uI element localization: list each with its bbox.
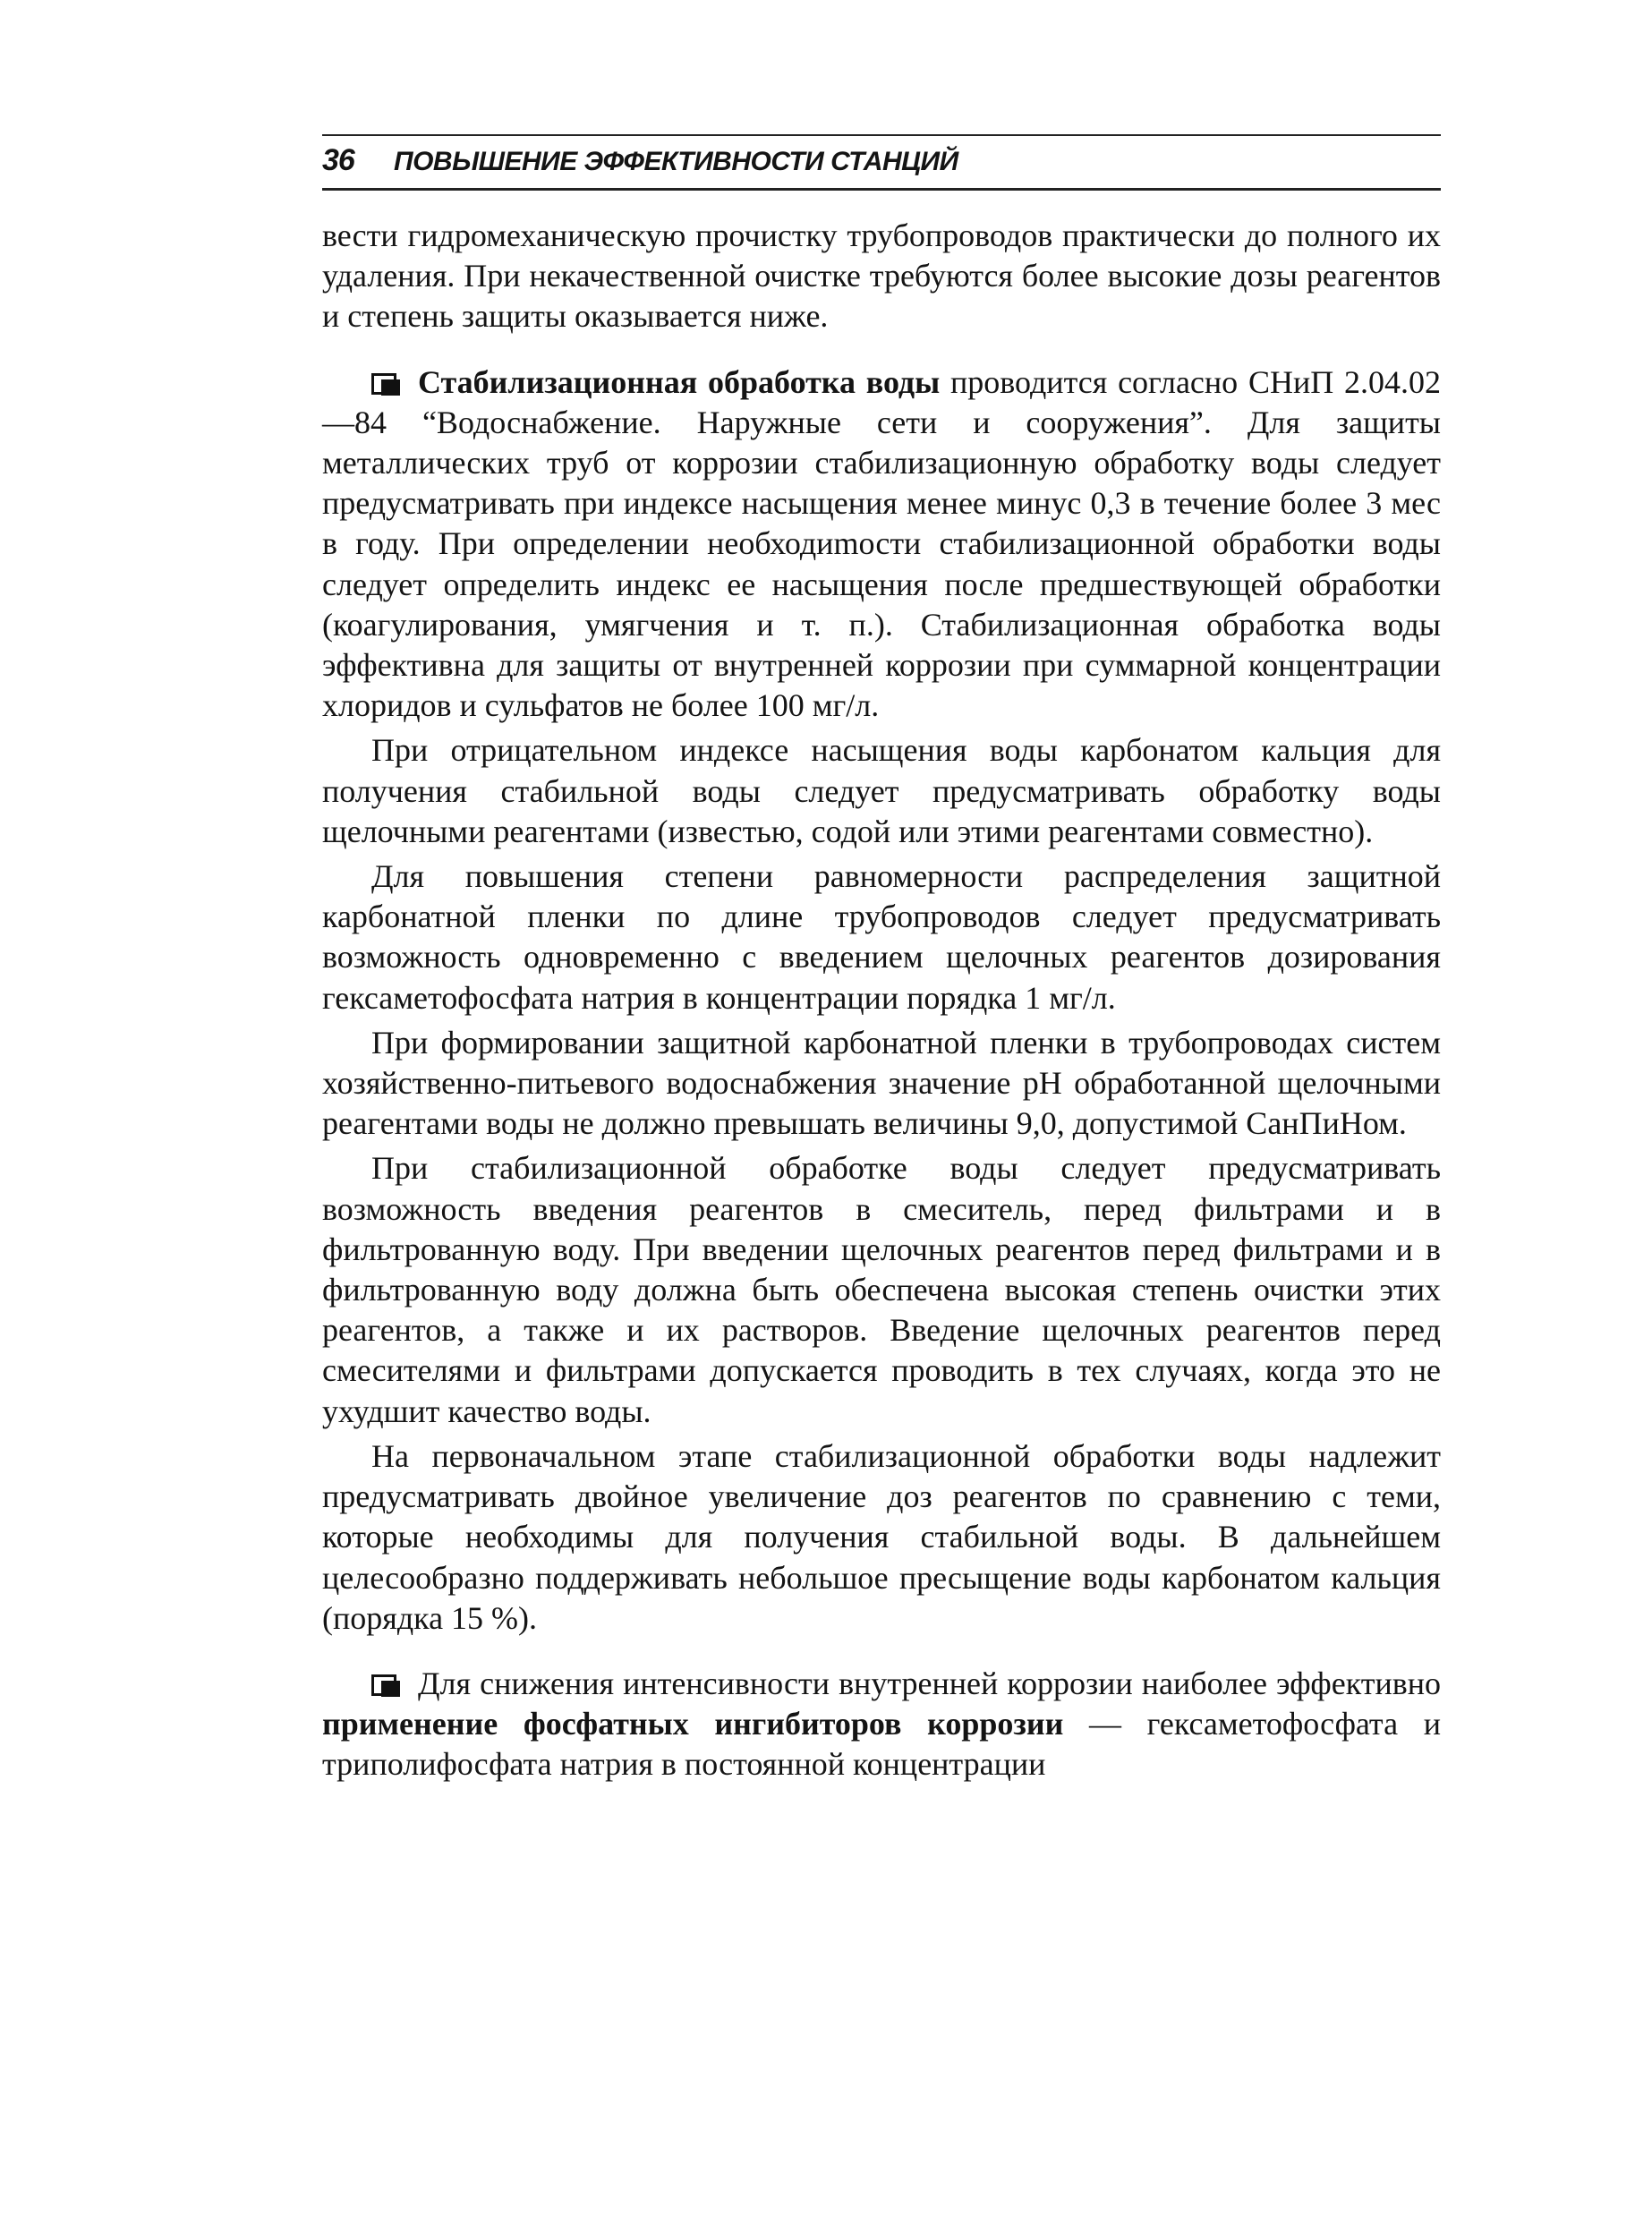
checkbox-bullet-icon	[371, 1673, 402, 1696]
book-page	[322, 134, 1441, 1785]
paragraph-initial-stage: На первоначальном этапе стабилизационной обработки воды надлежит предусматривать двойное увеличение доз реагентов по сравнению с теми, которые необходимы для получения стабильной воды. В дальнейшем целесообразно поддерживать небольшое пресыщение воды карбонатом кальция (порядка 15 %).	[322, 1437, 1441, 1636]
paragraph-reagent-introduction: При стабилизационной обработке воды следует предусматривать возможность введения реагентов в смеситель, перед фильтрами и в фильтрованную воду. При введении щелочных реагентов перед фильтрами и в фильтрованную воду должна быть обеспечена высокая степень очистки этих реагентов, а также и их растворов. Введение щелочных реагентов перед смесителями и фильтрами допускается проводить в тех случаях, когда это не ухудшит качество воды.	[322, 1150, 1441, 1429]
paragraph-text: проводится согласно СНиП 2.04.02—84 “Водоснабжение. Наружные сети и сооружения”. Для защиты металлических труб от коррозии стабилизационную обработку воды следует предусматривать при индексе насыщения менее минус 0,3 в течение более 3 мес в году. При определении необходиmости стабилизационной обработки воды следует определить индекс ее насыщения после предшествующей обработки (коагулирования, умягчения и т. п.). Стабилизационная обработка воды эффективна для защиты от внутренней коррозии при суммарной концентрации хлоридов и сульфатов не более 100 мг/л.	[322, 363, 1441, 724]
paragraph-film-uniformity: Для повышения степени равномерности распределения защитной карбонатной пленки по длине трубопроводов следует предусматривать возможность одновременно с введением щелочных реагентов дозирования гексаметофосфата натрия в концентрации порядка 1 мг/л.	[322, 858, 1441, 1016]
paragraph-ph-limit: При формировании защитной карбонатной пленки в трубопроводах систем хозяйственно-питьевого водоснабжения значение pH обработанной щелочными реагентами воды не должно превышать величины 9,0, допустимой СанПиНом.	[322, 1024, 1441, 1142]
paragraph-negative-index: При отрицательном индексе насыщения воды карбонатом кальция для получения стабильной воды следует предусматривать обработку воды щелочными реагентами (известью, содой или этими реагентами совместно).	[322, 732, 1441, 849]
paragraph-text: — гексаметофосфата и триполифосфата натрия в постоянной концентрации	[322, 1706, 1441, 1783]
page-number: 36	[322, 143, 354, 177]
paragraph-stabilization	[322, 362, 1441, 727]
term-stabilization: Стабилизационная обработка воды	[418, 363, 941, 400]
paragraph-inhibitors	[322, 1664, 1441, 1785]
paragraph-text: Для снижения интенсивности внутренней коррозии наиболее эффективно	[418, 1665, 1441, 1701]
term-phosphate-inhibitors: применение фосфатных ингибиторов коррозии	[322, 1706, 1064, 1742]
running-header	[322, 134, 1441, 191]
paragraph-continued: вести гидромеханическую прочистку трубопроводов практически до полного их удаления. При некачественной очистке требуются более высокие дозы реагентов и степень защиты оказывается ниже.	[322, 217, 1441, 335]
running-title: ПОВЫШЕНИЕ ЭФФЕКТИВНОСТИ СТАНЦИЙ	[394, 147, 958, 176]
checkbox-bullet-icon	[371, 371, 402, 395]
